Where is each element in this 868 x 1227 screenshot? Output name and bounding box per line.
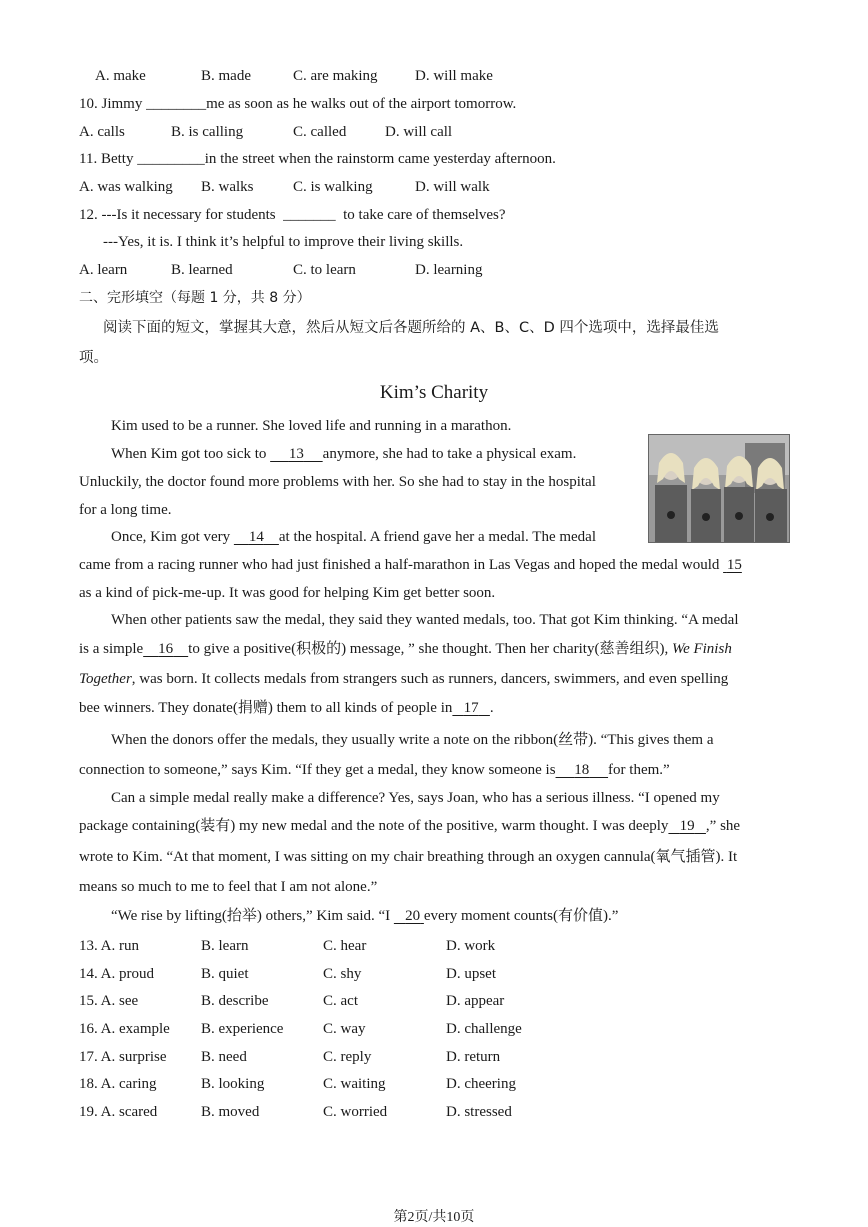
- passage-para-2-line-2: Unluckily, the doctor found more problems with her. So she had to stay in the hospital: [79, 474, 596, 490]
- photo-four-girls-with-medals: [648, 434, 790, 543]
- blank-16: 16: [158, 641, 174, 657]
- choice-16-a: 16. A. example: [79, 1021, 170, 1037]
- choice-19-c: C. worried: [323, 1104, 388, 1120]
- instruction-line-2: 项。: [79, 350, 108, 366]
- passage-para-4-line-2: is a simple 16 to give a positive(积极的) message, ” she thought. Then her charity(慈善组织), We Finish: [79, 641, 732, 657]
- choice-19-b: B. moved: [201, 1104, 260, 1120]
- choice-17-d: D. return: [446, 1049, 501, 1065]
- choice-19-a: 19. A. scared: [79, 1104, 158, 1120]
- q10-option-d: D. will call: [385, 124, 453, 140]
- q10-option-b: B. is calling: [171, 124, 244, 140]
- q9-option-b: B. made: [201, 68, 251, 84]
- q12-option-a: A. learn: [79, 262, 128, 278]
- passage-para-2-line-3: for a long time.: [79, 502, 172, 518]
- choice-14-c: C. shy: [323, 966, 362, 982]
- blank-14: 14: [248, 529, 264, 545]
- passage-para-1: Kim used to be a runner. She loved life and running in a marathon.: [111, 418, 512, 434]
- passage-para-2-line-1: When Kim got too sick to 13 anymore, she had to take a physical exam.: [111, 446, 577, 462]
- blank-20: 20: [405, 908, 421, 924]
- passage-para-7: “We rise by lifting(抬举) others,” Kim said. “I 20 every moment counts(有价值).”: [111, 908, 619, 924]
- blank-19: 19: [679, 818, 695, 834]
- section-title: 二、完形填空（每题 1 分，共 8 分）: [79, 290, 311, 306]
- passage-para-3-line-1: Once, Kim got very 14 at the hospital. A friend gave her a medal. The medal: [111, 529, 597, 545]
- choice-18-c: C. waiting: [323, 1076, 386, 1092]
- passage-para-4-line-4: bee winners. They donate(捐赠) them to all kinds of people in 17 .: [79, 700, 494, 716]
- question-11: 11. Betty _________in the street when the rainstorm came yesterday afternoon.: [79, 151, 556, 167]
- passage-para-6-line-2: package containing(装有) my new medal and the note of the positive, warm thought. I was deeply 19 ,” she: [79, 818, 741, 834]
- choice-15-c: C. act: [323, 993, 358, 1009]
- question-12-answer-line: ---Yes, it is. I think it’s helpful to improve their living skills.: [103, 234, 464, 250]
- choice-17-b: B. need: [201, 1049, 247, 1065]
- choice-18-a: 18. A. caring: [79, 1076, 157, 1092]
- choice-18-b: B. looking: [201, 1076, 265, 1092]
- choice-19-d: D. stressed: [446, 1104, 512, 1120]
- choice-13-c: C. hear: [323, 938, 367, 954]
- passage-title: Kim’s Charity: [379, 382, 489, 403]
- q9-option-a: A. make: [95, 68, 146, 84]
- choice-17-a: 17. A. surprise: [79, 1049, 167, 1065]
- choice-17-c: C. reply: [323, 1049, 372, 1065]
- choice-14-d: D. upset: [446, 966, 496, 982]
- choice-16-c: C. way: [323, 1021, 366, 1037]
- blank-17: 17: [463, 700, 479, 716]
- q10-option-a: A. calls: [79, 124, 125, 140]
- q11-option-c: C. is walking: [293, 179, 373, 195]
- passage-para-5-line-2: connection to someone,” says Kim. “If they get a medal, they know someone is 18 for them.”: [79, 762, 670, 778]
- choice-15-a: 15. A. see: [79, 993, 139, 1009]
- q12-option-d: D. learning: [415, 262, 483, 278]
- q9-option-d: D. will make: [415, 68, 493, 84]
- q11-option-d: D. will walk: [415, 179, 490, 195]
- page-number: 第2页/共10页: [393, 1210, 475, 1225]
- passage-para-4-line-3: Together, was born. It collects medals from strangers such as runners, dancers, swimmers, and even spelling: [79, 671, 729, 687]
- passage-para-3-line-2: came from a racing runner who had just finished a half-marathon in Las Vegas and hoped the medal would 15: [79, 557, 742, 573]
- q10-option-c: C. called: [293, 124, 347, 140]
- passage-para-6-line-1: Can a simple medal really make a difference? Yes, says Joan, who has a serious illness. “I opened my: [111, 790, 720, 806]
- choice-18-d: D. cheering: [446, 1076, 516, 1092]
- q11-option-b: B. walks: [201, 179, 254, 195]
- q12-option-c: C. to learn: [293, 262, 356, 278]
- q11-option-a: A. was walking: [79, 179, 173, 195]
- question-12: 12. ---Is it necessary for students _______ to take care of themselves?: [79, 207, 506, 223]
- blank-18: 18: [574, 762, 590, 778]
- instruction-line-1: 阅读下面的短文，掌握其大意，然后从短文后各题所给的 A、B、C、D 四个选项中，选择最佳选: [103, 320, 719, 336]
- choice-13-d: D. work: [446, 938, 496, 954]
- choice-13-b: B. learn: [201, 938, 249, 954]
- choice-14-b: B. quiet: [201, 966, 249, 982]
- passage-para-3-line-3: as a kind of pick-me-up. It was good for helping Kim get better soon.: [79, 585, 496, 601]
- choice-13-a: 13. A. run: [79, 938, 139, 954]
- choice-15-d: D. appear: [446, 993, 505, 1009]
- q9-option-c: C. are making: [293, 68, 378, 84]
- question-10: 10. Jimmy ________me as soon as he walks out of the airport tomorrow.: [79, 96, 517, 112]
- passage-para-5-line-1: When the donors offer the medals, they usually write a note on the ribbon(丝带). “This gives them a: [111, 732, 714, 748]
- passage-para-4-line-1: When other patients saw the medal, they said they wanted medals, too. That got Kim thinking. “A medal: [111, 612, 739, 628]
- passage-para-6-line-4: means so much to me to feel that I am not alone.”: [79, 879, 378, 895]
- passage-para-6-line-3: wrote to Kim. “At that moment, I was sitting on my chair breathing through an oxygen cannula(氧气插管). It: [79, 849, 738, 865]
- choice-15-b: B. describe: [201, 993, 269, 1009]
- blank-13: 13: [288, 446, 304, 462]
- choice-16-b: B. experience: [201, 1021, 284, 1037]
- choice-14-a: 14. A. proud: [79, 966, 154, 982]
- blank-15: 15: [726, 557, 742, 573]
- choice-16-d: D. challenge: [446, 1021, 522, 1037]
- q12-option-b: B. learned: [171, 262, 233, 278]
